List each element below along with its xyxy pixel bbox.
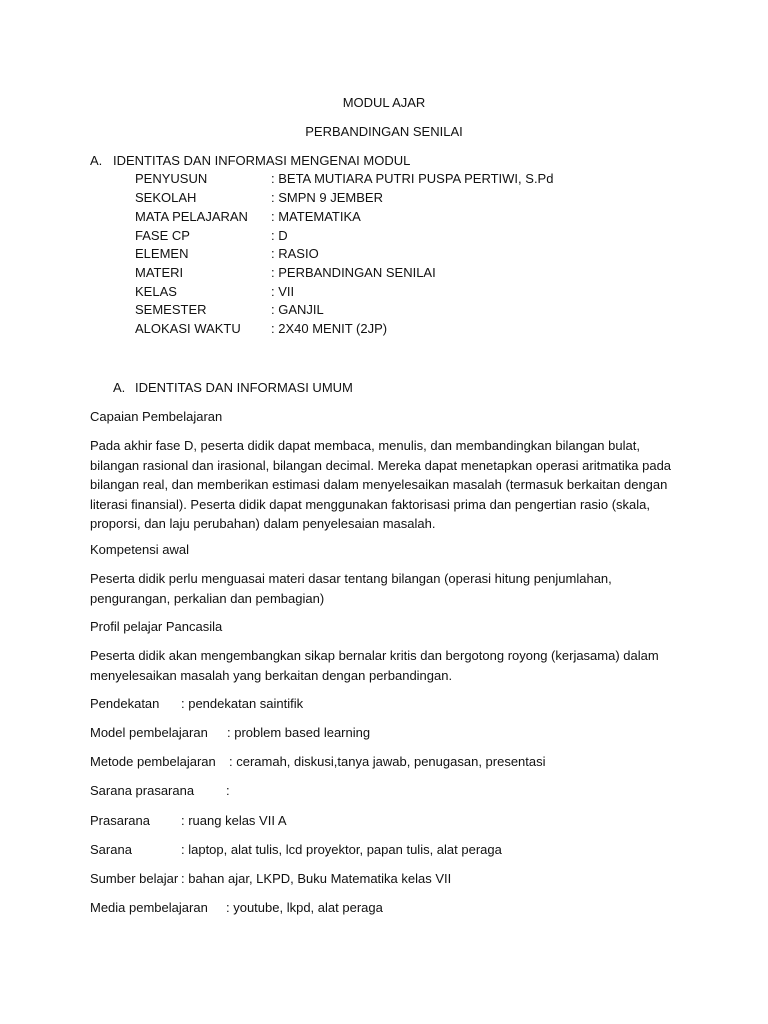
section-b-heading: IDENTITAS DAN INFORMASI UMUM [135, 380, 353, 395]
detail-value-pendekatan: : pendekatan saintifik [181, 696, 304, 711]
document-subtitle: PERBANDINGAN SENILAI [305, 124, 463, 139]
identity-label-sekolah: SEKOLAH [135, 190, 197, 205]
detail-value-prasarana: : ruang kelas VII A [181, 813, 287, 828]
identity-value-semester: : GANJIL [271, 302, 324, 317]
document-title: MODUL AJAR [342, 95, 426, 110]
detail-value-sarana-prasarana: : [226, 783, 230, 798]
capaian-heading: Capaian Pembelajaran [90, 409, 223, 424]
detail-label-metode: Metode pembelajaran [90, 754, 216, 769]
section-a-heading: IDENTITAS DAN INFORMASI MENGENAI MODUL [113, 153, 411, 168]
identity-value-elemen: : RASIO [271, 246, 319, 261]
section-b-number: A. [113, 380, 126, 395]
identity-label-mata-pelajaran: MATA PELAJARAN [135, 209, 248, 224]
detail-value-media: : youtube, lkpd, alat peraga [226, 900, 383, 915]
detail-value-sarana: : laptop, alat tulis, lcd proyektor, papan tulis, alat peraga [181, 842, 502, 857]
kompetensi-heading: Kompetensi awal [90, 542, 189, 557]
identity-label-semester: SEMESTER [135, 302, 207, 317]
identity-value-mata-pelajaran: : MATEMATIKA [271, 209, 361, 224]
detail-label-sumber-belajar: Sumber belajar [90, 871, 179, 886]
identity-value-sekolah: : SMPN 9 JEMBER [271, 190, 383, 205]
identity-value-alokasi-waktu: : 2X40 MENIT (2JP) [271, 321, 388, 336]
detail-label-media: Media pembelajaran [90, 900, 208, 915]
identity-label-kelas: KELAS [135, 284, 177, 299]
identity-label-elemen: ELEMEN [135, 246, 189, 261]
identity-label-alokasi-waktu: ALOKASI WAKTU [135, 321, 241, 336]
detail-value-model: : problem based learning [227, 725, 371, 740]
detail-label-sarana-prasarana: Sarana prasarana [90, 783, 195, 798]
kompetensi-paragraph: Peserta didik perlu menguasai materi dasar tentang bilangan (operasi hitung penjumlahan, pengurangan, perkalian dan pembagian) [90, 571, 612, 606]
detail-value-metode: : ceramah, diskusi,tanya jawab, penugasan, presentasi [229, 754, 546, 769]
identity-value-penyusun: : BETA MUTIARA PUTRI PUSPA PERTIWI, S.Pd [271, 171, 554, 186]
detail-label-model: Model pembelajaran [90, 725, 208, 740]
detail-label-sarana: Sarana [90, 842, 132, 857]
detail-value-sumber-belajar: : bahan ajar, LKPD, Buku Matematika kelas VII [181, 871, 452, 886]
identity-value-materi: : PERBANDINGAN SENILAI [271, 265, 436, 280]
identity-value-kelas: : VII [271, 284, 295, 299]
section-a-number: A. [90, 153, 103, 168]
capaian-paragraph: Pada akhir fase D, peserta didik dapat membaca, menulis, dan membandingkan bilangan bulat, bilangan rasional dan irasional, bilangan decimal. Mereka dapat menetapkan operasi aritmatika pada bilangan real, dan memberikan estimasi dalam menyelesaikan masalah (termasuk berkaitan dengan literasi finansial). Peserta didik dapat menggunakan faktorisasi prima dan pengertian rasio (skala, proporsi, dan laju perubahan) dalam penyelesaian masalah. [90, 438, 672, 531]
identity-label-fase-cp: FASE CP [135, 228, 190, 243]
identity-label-penyusun: PENYUSUN [135, 171, 208, 186]
identity-label-materi: MATERI [135, 265, 184, 280]
detail-label-pendekatan: Pendekatan [90, 696, 160, 711]
profil-heading: Profil pelajar Pancasila [90, 619, 223, 634]
profil-paragraph: Peserta didik akan mengembangkan sikap bernalar kritis dan bergotong royong (kerjasama) dalam menyelesaikan masalah yang berkaitan dengan perbandingan. [90, 648, 659, 683]
detail-label-prasarana: Prasarana [90, 813, 150, 828]
identity-value-fase-cp: : D [271, 228, 288, 243]
